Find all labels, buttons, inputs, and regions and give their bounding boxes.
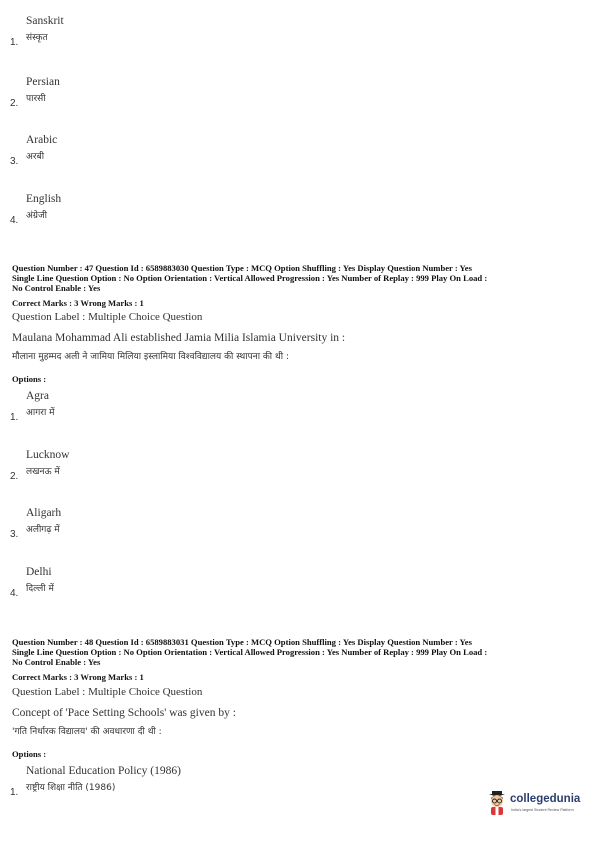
option-text-english: Sanskrit <box>26 15 64 27</box>
meta-line: Single Line Question Option : No Option Orientation : Vertical Allowed Progression : Yes Number of Replay : 999 Play On Load : <box>12 272 488 283</box>
q47-option-1[interactable] <box>10 390 570 430</box>
option-text-english: Delhi <box>26 566 52 578</box>
q47-question-english: Maulana Mohammad Ali established Jamia Milia Islamia University in : <box>12 332 346 344</box>
q46-option-1[interactable] <box>10 15 570 55</box>
q46-option-4[interactable] <box>10 193 570 233</box>
option-number: 2. <box>10 471 19 482</box>
option-text-english: Agra <box>26 390 49 402</box>
q46-option-2[interactable] <box>10 76 570 116</box>
brand-name: collegedunia <box>510 793 581 805</box>
q46-option-3[interactable] <box>10 134 570 174</box>
option-text-hindi: दिल्ली में <box>26 584 54 594</box>
mascot-icon <box>486 790 508 816</box>
option-number: 3. <box>10 529 19 540</box>
option-text-english: Persian <box>26 76 60 88</box>
option-text-hindi: पारसी <box>26 94 46 104</box>
meta-line: No Control Enable : Yes <box>12 656 101 667</box>
q47-option-3[interactable] <box>10 507 570 547</box>
option-number: 3. <box>10 156 19 167</box>
meta-line: Question Number : 48 Question Id : 6589883031 Question Type : MCQ Option Shuffling : Yes Display Question Number : Yes <box>12 637 472 647</box>
option-number: 1. <box>10 37 19 48</box>
q48-question-english: Concept of 'Pace Setting Schools' was given by : <box>12 707 236 719</box>
option-text-hindi: आगरा में <box>26 408 55 418</box>
option-text-hindi: राष्ट्रीय शिक्षा नीति (1986) <box>26 783 116 793</box>
option-text-english: Aligarh <box>26 507 62 519</box>
option-text-hindi: अलीगढ़ में <box>26 525 60 535</box>
option-text-english: Lucknow <box>26 449 70 461</box>
q47-option-4[interactable] <box>10 566 570 606</box>
meta-line: Single Line Question Option : No Option Orientation : Vertical Allowed Progression : Yes Number of Replay : 999 Play On Load : <box>12 646 488 657</box>
q47-marks: Correct Marks : 3 Wrong Marks : 1 <box>12 298 144 308</box>
option-text-hindi: अरबी <box>26 152 45 162</box>
q48-options-heading: Options : <box>12 749 47 759</box>
q48-marks: Correct Marks : 3 Wrong Marks : 1 <box>12 672 144 682</box>
q47-options-heading: Options : <box>12 374 47 384</box>
option-number: 4. <box>10 588 19 599</box>
option-text-english: English <box>26 193 62 205</box>
meta-line: No Control Enable : Yes <box>12 282 101 293</box>
option-text-english: Arabic <box>26 134 58 146</box>
q47-metadata <box>12 264 584 293</box>
option-text-hindi: अंग्रेजी <box>26 211 47 221</box>
option-number: 2. <box>10 98 19 109</box>
option-number: 4. <box>10 215 19 226</box>
q48-metadata <box>12 638 584 667</box>
q48-question-label: Question Label : Multiple Choice Question <box>12 686 203 698</box>
option-text-hindi: संस्कृत <box>26 33 48 43</box>
q48-question-hindi: 'गति निर्धारक विद्यालय' की अवधारणा दी थी : <box>12 727 162 737</box>
brand-tagline: India's largest Student Review Platform <box>511 808 574 812</box>
option-text-english: National Education Policy (1986) <box>26 765 181 777</box>
collegedunia-logo <box>486 788 586 820</box>
meta-line: Question Number : 47 Question Id : 6589883030 Question Type : MCQ Option Shuffling : Yes Display Question Number : Yes <box>12 263 472 273</box>
q47-question-label: Question Label : Multiple Choice Question <box>12 311 203 323</box>
option-number: 1. <box>10 412 19 423</box>
option-text-hindi: लखनऊ में <box>26 467 60 477</box>
q47-option-2[interactable] <box>10 449 570 489</box>
q47-question-hindi: मौलाना मुहम्मद अली ने जामिया मिलिया इस्लामिया विश्वविद्यालय की स्थापना की थी : <box>12 352 289 362</box>
option-number: 1. <box>10 787 19 798</box>
